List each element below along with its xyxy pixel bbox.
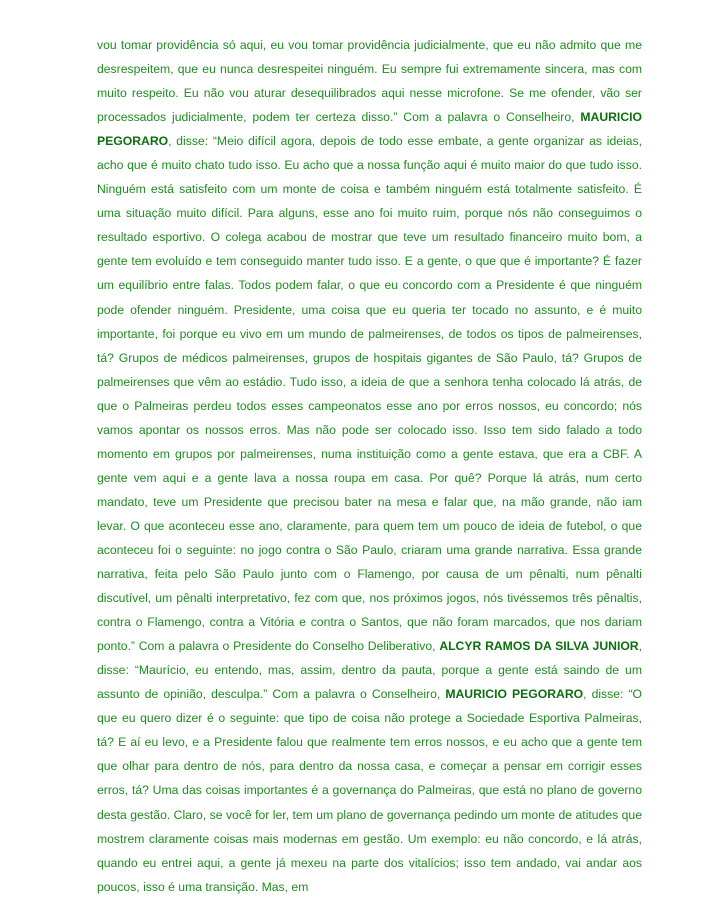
- document-page: [97, 33, 642, 899]
- body-paragraph: [97, 33, 642, 899]
- speaker-name: MAURICIO PEGORARO: [97, 110, 642, 149]
- text-segment: , disse: “Maurício, eu entendo, mas, assim, dentro da pauta, porque a gente está saindo de um assunto de opinião, desculpa.” Com a palavra o Conselheiro,: [97, 639, 643, 702]
- speaker-name: ALCYR RAMOS DA SILVA JUNIOR: [439, 639, 639, 654]
- text-segment: , disse: “O que eu quero dizer é o seguinte: que tipo de coisa não protege a Sociedade Esportiva Palmeiras, tá? E aí eu levo, e a Presidente falou que realmente tem erros nossos, e eu acho que a gente tem que olhar para dentro de nós, para dentro da nossa casa, e começar a pensar em corrigir esses erros, tá? Uma das coisas importantes é a governança do Palmeiras, que está no plano de governo desta gestão. Claro, se você for ler, tem um plano de governança pedindo um monte de atitudes que mostrem claramente coisas mais modernas em gestão. Um exemplo: eu não concordo, e lá atrás, quando eu entrei aqui, a gente já mexeu na parte dos vitalícios; isso tem andado, vai andar aos poucos, isso é uma transição. Mas, em: [97, 687, 642, 894]
- text-segment: vou tomar providência só aqui, eu vou tomar providência judicialmente, que eu não admito que me desrespeitem, que eu nunca desrespeitei ninguém. Eu sempre fui extremamente sincera, mas com muito respeito. Eu não vou aturar desequilibrados aqui nesse microfone. Se me ofender, vão ser processados judicialmente, podem ter certeza disso.” Com a palavra o Conselheiro,: [97, 38, 642, 125]
- speaker-name: MAURICIO PEGORARO: [445, 687, 584, 702]
- text-segment: , disse: “Meio difícil agora, depois de todo esse embate, a gente organizar as ideias, acho que é muito chato tudo isso. Eu acho que a nossa função aqui é muito maior do que tudo isso. Ninguém está satisfeito com um monte de coisa e também ninguém está totalmente satisfeito. É uma situação muito difícil. Para alguns, esse ano foi muito ruim, porque nós não conseguimos o resultado esportivo. O colega acabou de mostrar que teve um resultado financeiro muito bom, a gente tem evoluído e tem conseguido manter tudo isso. E a gente, o que que é importante? É fazer um equilíbrio entre falas. Todos podem falar, o que eu concordo com a Presidente é que ninguém pode ofender ninguém. Presidente, uma coisa que eu queria ter tocado no assunto, e é muito importante, foi porque eu vivo em um mundo de palmeirenses, de todos os tipos de palmeirenses, tá? Grupos de médicos palmeirenses, grupos de hospitais gigantes de São Paulo, tá? Grupos de palmeirenses que vêm ao estádio. Tudo isso, a ideia de que a senhora tenha colocado lá atrás, de que o Palmeiras perdeu todos esses campeonatos esse ano por erros nossos, eu concordo; nós vamos apontar os nossos erros. Mas não pode ser colocado isso. Isso tem sido falado a todo momento em grupos por palmeirenses, numa instituição como a gente estava, que era a CBF. A gente vem aqui e a gente lava a nossa roupa em casa. Por quê? Porque lá atrás, num certo mandato, teve um Presidente que precisou bater na mesa e falar que, na mão grande, não iam levar. O que aconteceu esse ano, claramente, para quem tem um pouco de ideia de futebol, o que aconteceu foi o seguinte: no jogo contra o São Paulo, criaram uma grande narrativa. Essa grande narrativa, feita pelo São Paulo junto com o Flamengo, por causa de um pênalti, num pênalti discutível, um pênalti interpretativo, fez com que, nos próximos jogos, nós tivéssemos três pênaltis, contra o Flamengo, contra a Vitória e contra o Santos, que não foram marcados, que nos dariam ponto.” Com a palavra o Presidente do Conselho Deliberativo,: [97, 134, 642, 654]
